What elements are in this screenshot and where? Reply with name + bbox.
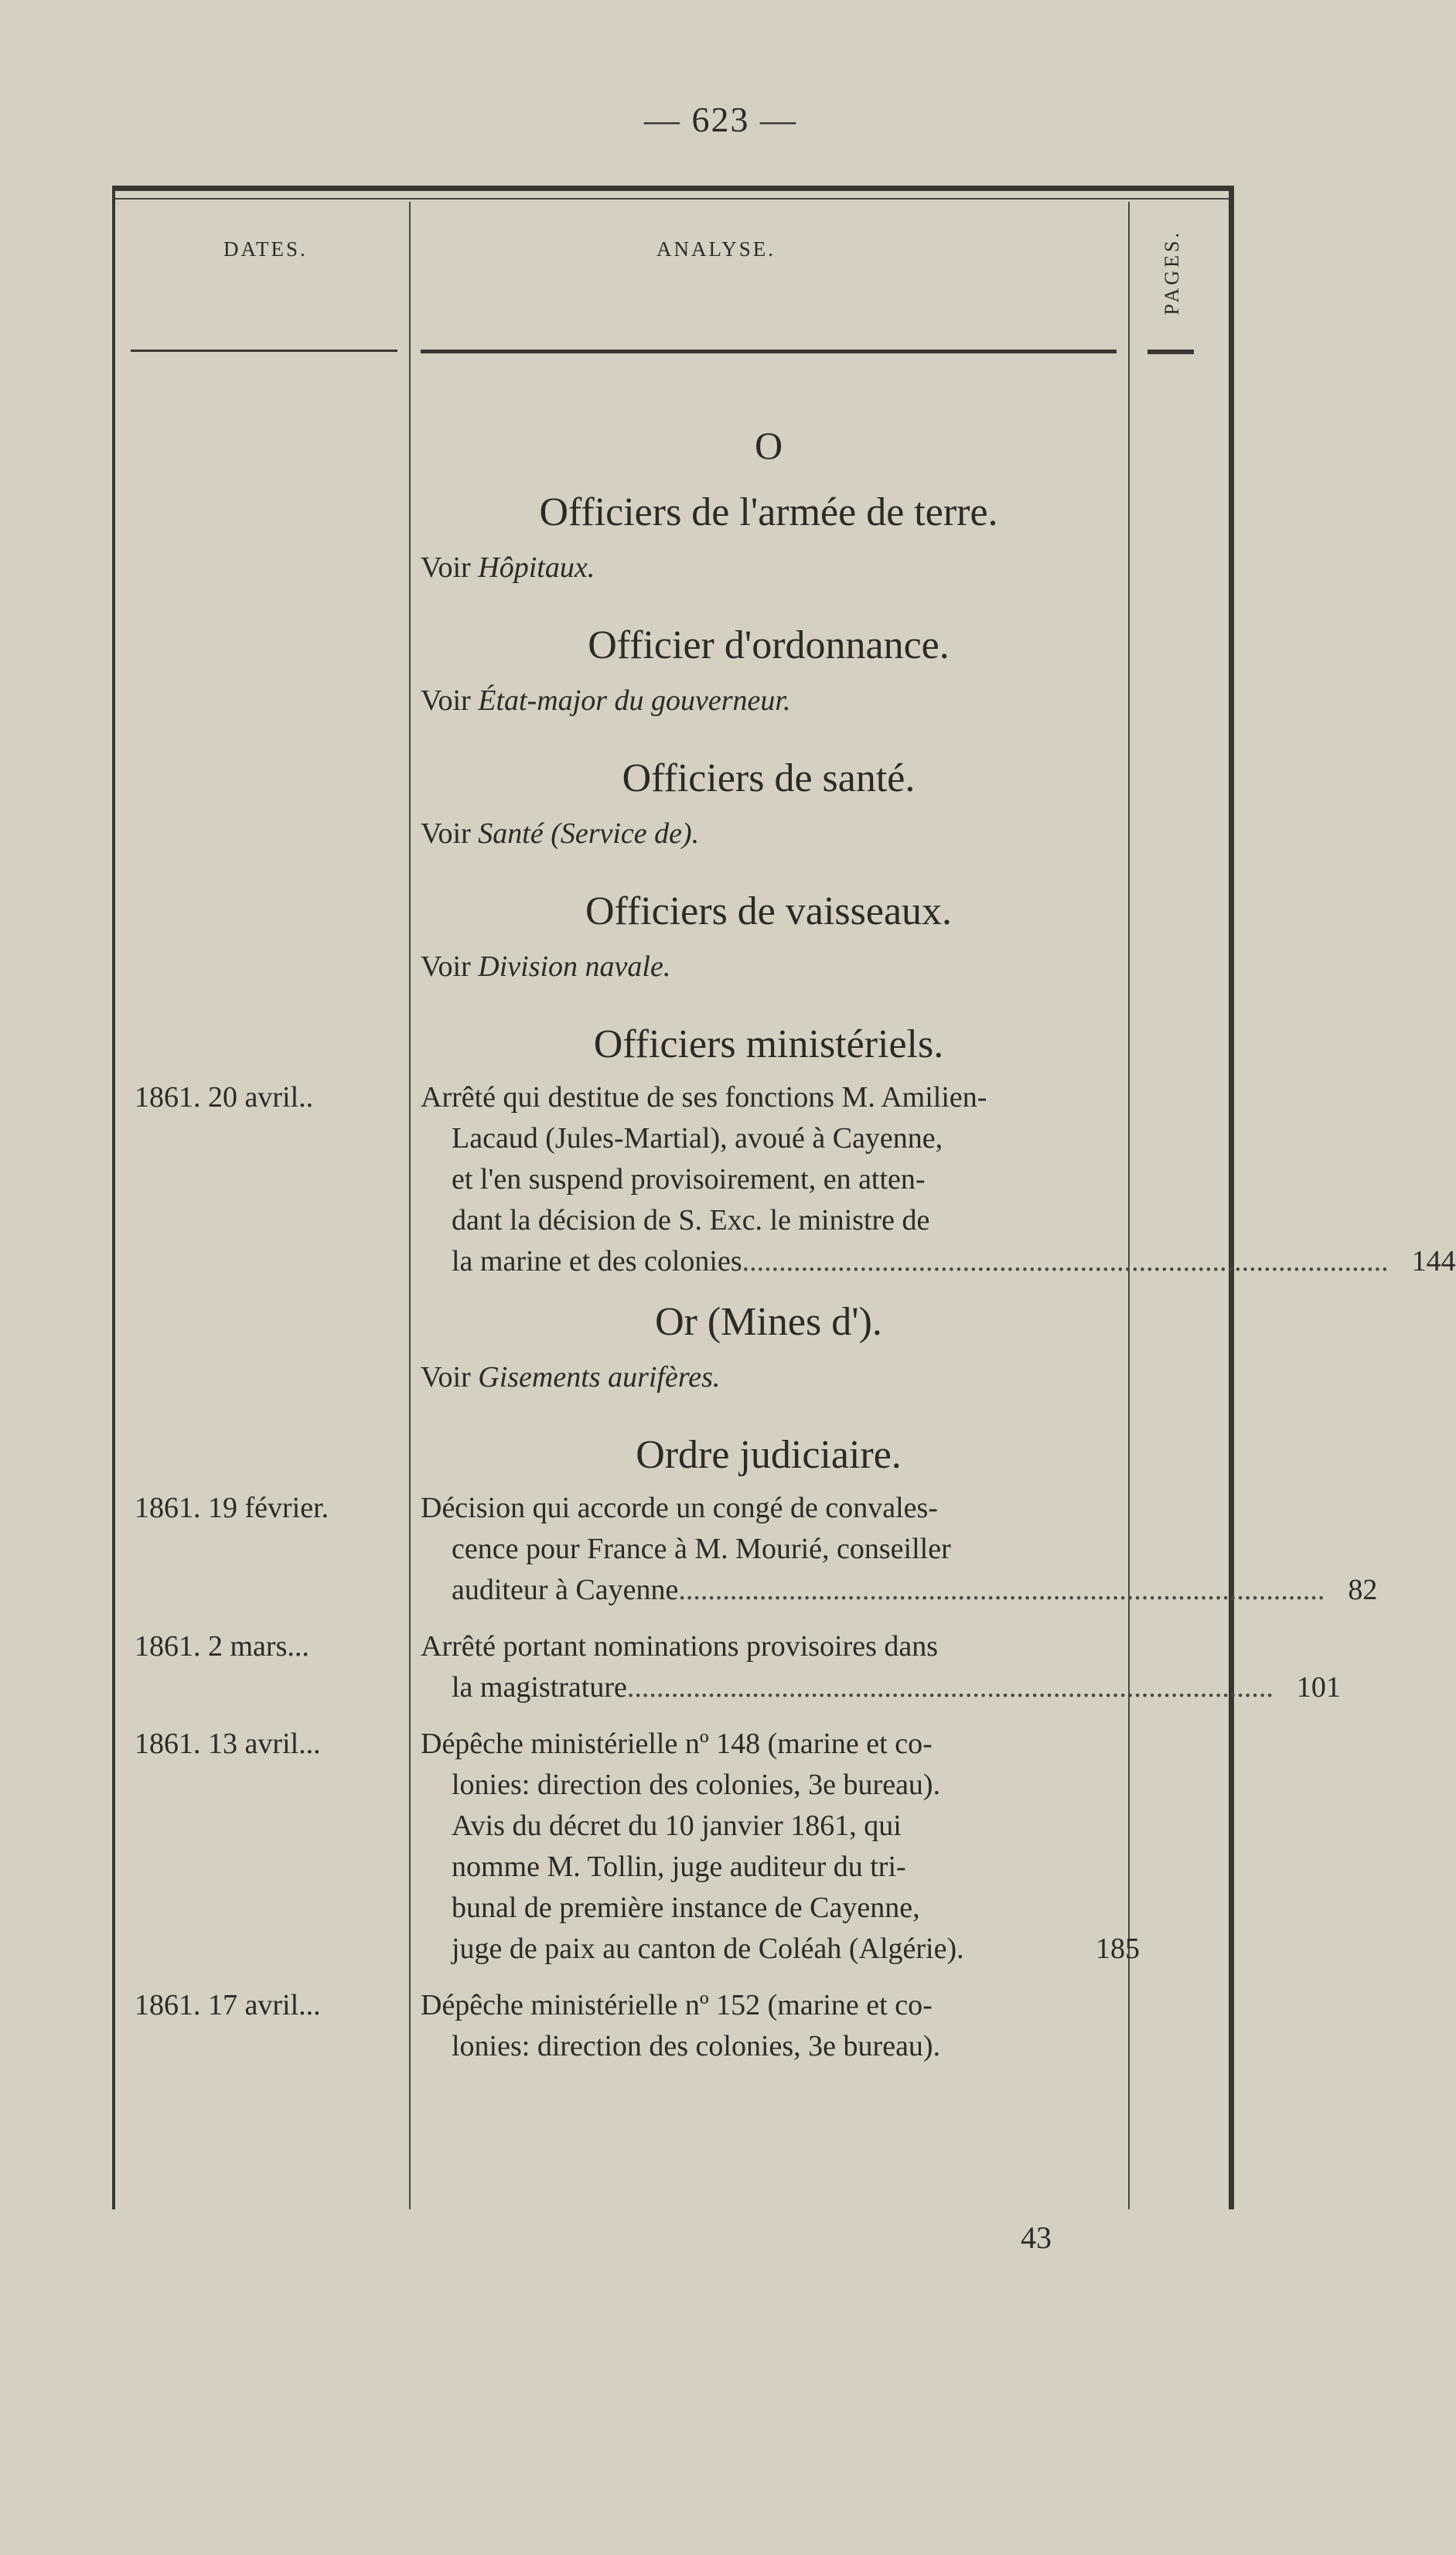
header-rule-dates — [131, 350, 397, 352]
column-divider-dates — [409, 202, 411, 2209]
see-reference — [421, 545, 1117, 590]
entry-line: Avis du décret du 10 janvier 1861, qui — [452, 1810, 902, 1842]
see-target: État-major du gouverneur. — [478, 684, 791, 717]
entry-line-text: la marine et des colonies — [452, 1245, 742, 1278]
entry-date: 1861. 20 avril.. — [135, 1081, 314, 1114]
see-label: Voir — [421, 817, 471, 850]
entry-page: 144 — [1411, 1245, 1456, 1278]
column-divider-pages — [1128, 202, 1130, 2209]
entry-page: 101 — [1296, 1671, 1341, 1704]
section-officiers-ministeriels — [135, 1020, 1456, 1282]
section-title: Ordre judiciaire. — [636, 1433, 902, 1477]
dot-leader: ........................................................................................ — [626, 1671, 1274, 1704]
entry-date: 1861. 13 avril... — [135, 1728, 321, 1760]
index-entry — [135, 1077, 1456, 1282]
entry-page: 185 — [1096, 1932, 1140, 1965]
entry-line-text: auditeur à Cayenne — [452, 1574, 679, 1606]
signature-mark: 43 — [1021, 2220, 1052, 2255]
header-analyse: ANALYSE. — [656, 237, 776, 261]
see-target: Gisements aurifères. — [478, 1361, 721, 1393]
section-officier-ordonnance — [421, 621, 1117, 723]
section-title: Officiers ministériels. — [593, 1022, 944, 1066]
entry-line: cence pour France à M. Mourié, conseiller — [452, 1533, 951, 1565]
see-target: Santé (Service de). — [478, 817, 700, 850]
section-ordre-judiciaire — [135, 1431, 1378, 2067]
entry-line: Arrêté portant nominations provisoires dans — [421, 1630, 939, 1663]
see-label: Voir — [421, 950, 471, 983]
header-rule-analyse — [421, 350, 1117, 353]
section-officiers-vaisseaux — [421, 887, 1117, 989]
section-title: Or (Mines d'). — [655, 1300, 882, 1344]
see-reference — [421, 811, 1117, 856]
analyse-column — [135, 423, 1456, 2083]
index-entry — [135, 1488, 1378, 1611]
dot-leader: ........................................................................................ — [742, 1245, 1389, 1278]
entry-line: bunal de première instance de Cayenne, — [452, 1892, 920, 1924]
entry-date: 1861. 17 avril... — [135, 1989, 321, 2021]
entry-line: Dépêche ministérielle nº 148 (marine et co- — [421, 1728, 933, 1760]
entry-line: et l'en suspend provisoirement, en atten- — [452, 1163, 926, 1196]
entry-date: 1861. 2 mars... — [135, 1630, 309, 1663]
see-reference — [421, 944, 1117, 989]
entry-line: Décision qui accorde un congé de convales- — [421, 1492, 938, 1524]
table-top-rule — [115, 198, 1229, 200]
header-rule-pages — [1147, 350, 1194, 354]
header-dates: DATES. — [223, 237, 308, 261]
entry-line-text: juge de paix au canton de Coléah (Algérie). — [452, 1932, 964, 1965]
entry-page: 82 — [1348, 1574, 1378, 1606]
entry-line-text: la magistrature — [452, 1671, 627, 1704]
entry-line: nomme M. Tollin, juge auditeur du tri- — [452, 1851, 906, 1883]
see-label: Voir — [421, 551, 471, 584]
see-reference — [421, 1355, 1117, 1400]
header-pages: PAGES. — [1161, 230, 1183, 316]
dot-leader — [964, 1929, 1055, 1970]
section-or-mines — [421, 1298, 1117, 1400]
entry-line — [421, 1667, 1341, 1708]
entry-line: lonies: direction des colonies, 3e bureau). — [452, 2030, 941, 2062]
section-title: Officier d'ordonnance. — [588, 623, 950, 667]
see-reference — [421, 678, 1117, 723]
see-target: Division navale. — [478, 950, 671, 983]
index-entry — [135, 1985, 1117, 2067]
see-label: Voir — [421, 684, 471, 717]
section-officiers-sante — [421, 754, 1117, 856]
entry-line: Arrêté qui destitue de ses fonctions M. Amilien- — [421, 1081, 987, 1114]
entry-line — [421, 1570, 1378, 1611]
entry-line — [421, 1929, 1140, 1970]
entry-line: dant la décision de S. Exc. le ministre de — [452, 1204, 930, 1237]
page-number: — 623 — — [644, 100, 797, 139]
entry-line: Dépêche ministérielle nº 152 (marine et co- — [421, 1989, 933, 2021]
entry-line: Lacaud (Jules-Martial), avoué à Cayenne, — [452, 1122, 943, 1155]
section-title: Officiers de santé. — [622, 756, 916, 800]
entry-date: 1861. 19 février. — [135, 1492, 329, 1524]
see-label: Voir — [421, 1361, 471, 1393]
dot-leader: ........................................................................................ — [678, 1574, 1325, 1606]
index-entry — [135, 1724, 1140, 1970]
see-target: Hôpitaux. — [478, 551, 595, 584]
section-title: Officiers de vaisseaux. — [585, 889, 953, 933]
section-officiers-armee — [421, 488, 1117, 590]
section-title: Officiers de l'armée de terre. — [539, 490, 998, 534]
section-letter: O — [754, 424, 783, 467]
entry-line: lonies: direction des colonies, 3e bureau). — [452, 1769, 941, 1801]
index-table — [112, 186, 1456, 2209]
index-entry — [135, 1626, 1341, 1708]
entry-line — [421, 1241, 1456, 1282]
